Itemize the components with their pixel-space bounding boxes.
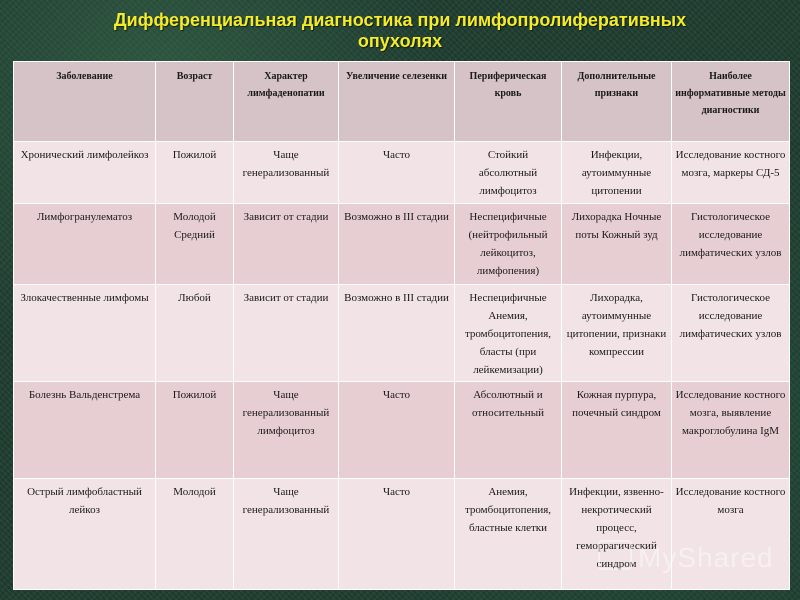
title-line-1: Дифференциальная диагностика при лимфопролиферативных (113, 10, 687, 30)
table-header-row (14, 62, 790, 142)
table-cell: Возможно в III стадии (339, 204, 455, 285)
table-cell: Исследование костного мозга, выявление макроглобулина IgM (672, 382, 790, 479)
table-cell: Зависит от стадии (234, 285, 339, 382)
table-cell: Абсолютный и относительный (455, 382, 562, 479)
table-cell: Часто (339, 142, 455, 204)
table-cell: Хронический лимфолейкоз (14, 142, 156, 204)
table-cell: Молодой (156, 479, 234, 590)
watermark-text: MyShared (638, 542, 774, 573)
table-cell: Неспецифичные (нейтрофильный лейкоцитоз, лимфопения) (455, 204, 562, 285)
table-cell: Зависит от стадии (234, 204, 339, 285)
table-cell: Возможно в III стадии (339, 285, 455, 382)
table-cell: Лихорадка Ночные поты Кожный зуд (562, 204, 672, 285)
table-cell: Молодой Средний (156, 204, 234, 285)
table-cell: Исследование костного мозга, маркеры СД-5 (672, 142, 790, 204)
table-cell: Гистологическое исследование лимфатических узлов (672, 204, 790, 285)
table-cell: Чаще генерализованный (234, 142, 339, 204)
table-cell: Исследование костного мозга (672, 479, 790, 590)
header-cell: Периферическая кровь (455, 62, 562, 142)
header-cell: Заболевание (14, 62, 156, 142)
header-cell: Характер лимфаденопатии (234, 62, 339, 142)
table-cell: Часто (339, 479, 455, 590)
table-cell: Болезнь Вальденстрема (14, 382, 156, 479)
header-cell: Возраст (156, 62, 234, 142)
table-cell: Чаще генерализованный (234, 479, 339, 590)
header-cell: Дополнительные признаки (562, 62, 672, 142)
watermark (598, 540, 774, 574)
table-cell: Инфекции, аутоиммунные цитопении (562, 142, 672, 204)
table-row (14, 142, 790, 204)
table-row (14, 382, 790, 479)
diagnosis-table (13, 61, 790, 590)
page-title (0, 10, 800, 52)
table-cell: Лихорадка, аутоиммунные цитопении, признаки компрессии (562, 285, 672, 382)
watermark-logo-icon (598, 540, 632, 570)
table-cell: Кожная пурпура, почечный синдром (562, 382, 672, 479)
header-cell: Наиболее информативные методы диагностики (672, 62, 790, 142)
table-row (14, 285, 790, 382)
title-line-2: опухолях (357, 31, 443, 51)
table-cell: Стойкий абсолютный лимфоцитоз (455, 142, 562, 204)
table-cell: Любой (156, 285, 234, 382)
table-cell: Анемия, тромбоцитопения, бластные клетки (455, 479, 562, 590)
header-cell: Увеличение селезенки (339, 62, 455, 142)
table-cell: Лимфогранулематоз (14, 204, 156, 285)
table-cell: Неспецифичные Анемия, тромбоцитопения, бласты (при лейкемизации) (455, 285, 562, 382)
table-cell: Гистологическое исследование лимфатических узлов (672, 285, 790, 382)
table-cell: Пожилой (156, 382, 234, 479)
table-row (14, 204, 790, 285)
table-cell: Чаще генерализованный лимфоцитоз (234, 382, 339, 479)
table-cell: Злокачественные лимфомы (14, 285, 156, 382)
table-cell: Инфекции, язвенно-некротический процесс, геморрагический синдром (562, 479, 672, 590)
table-cell: Часто (339, 382, 455, 479)
table-cell: Острый лимфобластный лейкоз (14, 479, 156, 590)
table-cell: Пожилой (156, 142, 234, 204)
